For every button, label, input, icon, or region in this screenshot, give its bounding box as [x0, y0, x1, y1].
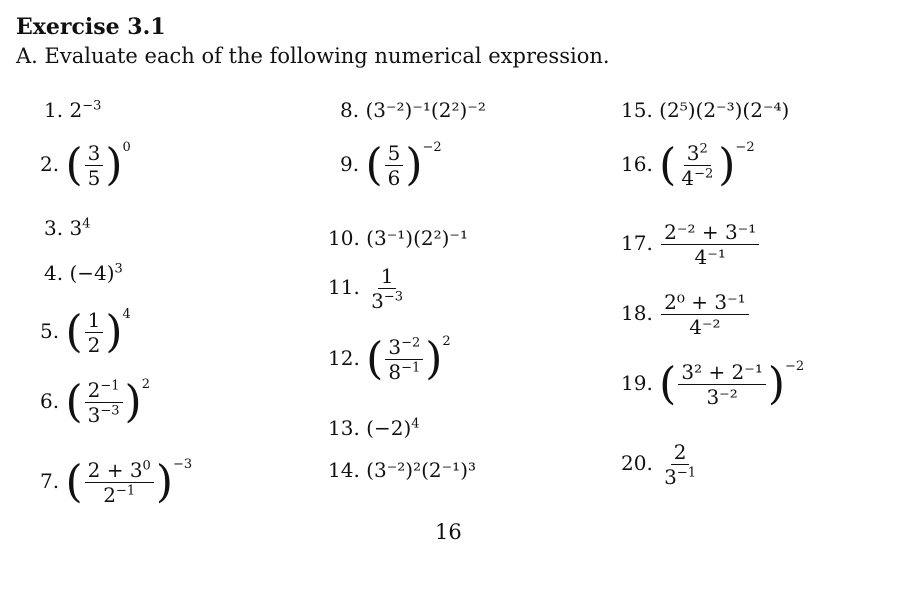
- fraction: $\frac{\text{2⁻² + 3⁻¹}}{\text{4⁻¹}}$: [661, 222, 759, 267]
- problem-8: [340, 100, 486, 120]
- problem-label: 12.: [328, 346, 360, 370]
- problem-12: 12. ( $\frac{3^{-2}}{8^{-1}}$ )$^2$: [328, 333, 451, 385]
- fraction: $\frac{3^{-2}}{8^{-1}}$: [385, 337, 423, 382]
- exponent: 3: [114, 261, 123, 277]
- exponent: −3: [173, 457, 193, 472]
- instruction-text: A. Evaluate each of the following numerical expression.: [16, 44, 610, 68]
- problem-label: 4.: [44, 261, 64, 285]
- problem-label: 10.: [328, 226, 360, 250]
- exponent: 4: [411, 416, 420, 432]
- problem-16: 16. ( $\frac{3^2}{4^{-2}}$ )$^{-2}$: [621, 139, 755, 191]
- expression: (3⁻¹)(2²)⁻¹: [366, 226, 468, 250]
- fraction: $\frac{\text{3² + 2⁻¹}}{\text{3⁻²}}$: [678, 362, 766, 407]
- problem-6: 6. ( $\frac{2^{-1}}{3^{-3}}$ )$^2$: [40, 376, 150, 428]
- problem-1: [44, 100, 101, 120]
- fraction: $\frac{2}{3^{-1}}$: [664, 440, 697, 489]
- problem-11: [328, 266, 408, 311]
- problem-label: 16.: [621, 152, 653, 176]
- problem-label: 1.: [44, 98, 64, 122]
- problem-label: 5.: [40, 319, 60, 343]
- fraction: $\frac{2^{-1}}{3^{-3}}$: [85, 380, 123, 425]
- problem-15: [621, 100, 789, 120]
- exponent: 4: [82, 216, 91, 232]
- problem-label: 2.: [40, 152, 60, 176]
- problem-label: 17.: [621, 231, 653, 255]
- exponent: −3: [82, 98, 102, 114]
- problem-label: 9.: [340, 152, 360, 176]
- problem-5: 5. ( $\frac{1}{2}$ )$^4$: [40, 306, 131, 358]
- exponent: 2: [442, 334, 451, 349]
- fraction: $\frac{1}{3^{-3}}$: [371, 264, 404, 313]
- exponent: 0: [122, 140, 131, 155]
- problem-9: 9. ( $\frac{5}{6}$ )$^{-2}$: [340, 139, 442, 191]
- problem-label: 13.: [328, 416, 360, 440]
- problem-label: 3.: [44, 216, 64, 240]
- base: (−4): [69, 261, 115, 285]
- problem-10: [328, 228, 468, 248]
- problem-19: 19. ( $\frac{\text{3² + 2⁻¹}}{\text{3⁻²}}$ )$^{-2}$: [621, 358, 805, 410]
- problem-label: 18.: [621, 301, 653, 325]
- fraction: $\frac{\text{2⁰ + 3⁻¹}}{\text{4⁻²}}$: [661, 292, 749, 337]
- problem-4: [44, 263, 123, 283]
- exercise-heading: Exercise 3.1: [16, 14, 166, 40]
- problem-17: [621, 222, 761, 267]
- problem-label: 11.: [328, 275, 360, 299]
- fraction: $\frac{3}{5}$: [85, 143, 104, 188]
- exponent: −2: [785, 359, 805, 374]
- exponent: −2: [735, 140, 755, 155]
- fraction: $\frac{1}{2}$: [85, 310, 104, 355]
- problem-label: 15.: [621, 98, 653, 122]
- problem-20: [621, 442, 701, 487]
- problem-label: 20.: [621, 451, 653, 475]
- problem-13: [328, 418, 420, 438]
- problem-7: 7. ( $\frac{2 + 3^0}{2^{-1}}$ )$^{-3}$: [40, 456, 193, 508]
- exponent: −2: [422, 140, 442, 155]
- base: 2: [69, 98, 83, 122]
- problem-label: 6.: [40, 389, 60, 413]
- problem-label: 8.: [340, 98, 360, 122]
- problem-label: 19.: [621, 371, 653, 395]
- base: 3: [69, 216, 83, 240]
- problem-18: [621, 292, 751, 337]
- problem-3: [44, 218, 90, 238]
- expression: (3⁻²)⁻¹(2²)⁻²: [365, 98, 486, 122]
- fraction: $\frac{3^2}{4^{-2}}$: [681, 141, 714, 190]
- expression: (2⁵)(2⁻³)(2⁻⁴): [659, 98, 790, 122]
- problem-label: 7.: [40, 469, 60, 493]
- problem-2: 2. ( $\frac{3}{5}$ )$^0$: [40, 139, 131, 191]
- expression: (3⁻²)²(2⁻¹)³: [366, 458, 477, 482]
- page-number: 16: [435, 520, 462, 544]
- exponent: 2: [141, 377, 150, 392]
- base: (−2): [366, 416, 412, 440]
- fraction: $\frac{5}{6}$: [385, 143, 404, 188]
- fraction: $\frac{2 + 3^0}{2^{-1}}$: [85, 460, 154, 505]
- problem-label: 14.: [328, 458, 360, 482]
- exponent: 4: [122, 307, 131, 322]
- problem-14: [328, 460, 476, 480]
